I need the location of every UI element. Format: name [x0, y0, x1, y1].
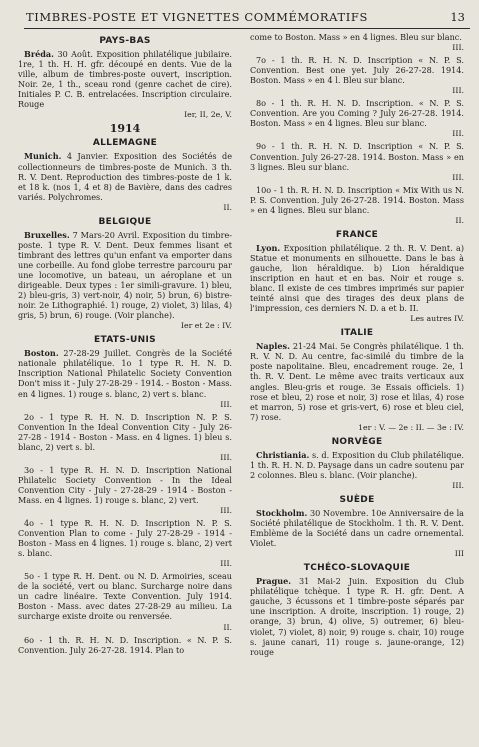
entry-text: 30 Novembre. 10e Anniversaire de la Société philatélique de Stockholm. 1 th. R. V. Dent. Emblème de la Société dans un cadre ornemental. Violet. — [250, 508, 464, 549]
rarity-note: II. — [223, 202, 232, 212]
rarity-note: III. — [220, 559, 232, 569]
entry-city: Bruxelles. — [24, 229, 70, 240]
entry-paragraph: 9o - 1 th. R. H. N. D. Inscription « N. P. S. Convention. July 26-27-28. 1914. Boston. Mass » en 3 lignes. Bleu sur blanc. — [250, 141, 464, 172]
section-title-italie: ITALIE — [340, 328, 374, 339]
rarity-note: III. — [220, 399, 232, 409]
entry-text: s. d. Exposition du Club philatélique. 1 th. R. H. N. D. Paysage dans un cadre soutenu par 2 colonnes. Bleu s. blanc. (Voir planche). — [250, 449, 464, 480]
entry-city: Naples. — [256, 341, 290, 352]
entry-city: Christiania. — [256, 449, 310, 460]
rarity-note: Ier et 2e : IV. — [180, 321, 232, 331]
entry-breda — [18, 49, 232, 109]
entry-city: Lyon. — [256, 242, 281, 253]
entry-city: Stockholm. — [256, 508, 308, 519]
entry-city: Bréda. — [24, 49, 54, 60]
entry-text: 21-24 Mai. 5e Congrès philatélique. 1 th. R. V. N. D. Au centre, fac-similé du timbre de la poste napolitaine. Bleu, encadrement rouge. 2e, 1 th. R. V. Dent. Le même avec traits verticaux aux angles. Bleu-gris et rouge. 3e Essais officiels. 1) rose et bleu, 2) rose et noir, 3) rose et lilas, 4) rose et marron, 5) rose et gris-vert, 6) rose et bleu ciel, 7) rose. — [250, 341, 464, 422]
entry-city: Boston. — [24, 348, 59, 359]
entry-christiania — [250, 450, 464, 480]
page-number: 13 — [450, 10, 465, 24]
section-title-allemagne: ALLEMAGNE — [92, 138, 158, 149]
page-header — [0, 6, 479, 28]
rarity-note: III. — [452, 480, 464, 490]
entry-text: 4 Janvier. Exposition des Sociétés de collectionneurs de timbres-poste de Munich. 3 th. R. V. Dent. Reproduction des timbres-poste de 1 k. et 18 k. (nos 1, 4 et 8) de Bavière, dans des cadres variés. Polychromes. — [18, 151, 232, 202]
entry-paragraph: 4o - 1 type R. H. N. D. Inscription N. P. S. Convention Plan to come - July 27-28-29 - 1914 - Boston - Mass en 4 lignes. 1) rouge s. blanc, 2) vert s. blanc. — [18, 518, 232, 559]
entry-paragraph: 7o - 1 th. R. H. N. D. Inscription « N. P. S. Convention. Best one yet. July 26-27-28. 1914. Boston. Mass » en 4 l. Bleu sur blanc. — [250, 55, 464, 86]
section-title-pays-bas: PAYS-BAS — [99, 36, 151, 46]
entry-paragraph: 8o - 1 th. R. H. N. D. Inscription. « N. P. S. Convention. Are you Coming ? July 26-27-28. 1914. Boston. Mass » en 4 lignes. Bleu sur blanc. — [250, 98, 464, 129]
rarity-note: Ier, II, 2e, V. — [184, 110, 232, 120]
section-title-suede: SUÈDE — [339, 494, 375, 505]
entry-paragraph: 2o - 1 type R. H. N. D. Inscription N. P. S. Convention In the Ideal Convention City - July 26-27-28 - 1914 - Boston - Mass. en 4 lignes. 1) bleu s. blanc, 2) vert s. bl. — [18, 411, 232, 452]
header-rule — [24, 28, 470, 29]
rarity-note: III. — [220, 452, 232, 462]
entry-lyon — [250, 243, 464, 313]
entry-boston — [18, 348, 232, 398]
entry-bruxelles — [18, 230, 232, 320]
rarity-note: II. — [223, 622, 232, 632]
entry-paragraph: 3o - 1 type R. H. N. D. Inscription National Philatelic Society Convention - In the Ideal Convention City - July - 27-28-29 - 1914 - Boston - Mass. en 4 lignes. 1) rouge s. blanc, 2) vert. — [18, 464, 232, 505]
entry-text: 31 Mai-2 Juin. Exposition du Club philatélique tchèque. 1 type R. H. gfr. Dent. A gauche, 3 écussons et 1 timbre-poste séparés par une inscription. A droite, inscription. 1) rouge, 2) orange, 3) brun, 4) olive, 5) outremer, 6) bleu-violet, 7) violet, 8) noir, 9) rouge s. chair, 10) rouge s. jaune canari, 11) rouge s. jaune-orange, 12) rouge — [250, 576, 464, 657]
rarity-note: II. — [455, 215, 464, 225]
rarity-note: III. — [452, 172, 464, 182]
section-title-tcheco-slovaquie: TCHÉCO-SLOVAQUIE — [303, 563, 411, 574]
entry-text: 30 Août. Exposition philatélique jubilaire. 1re, 1 th. H. H. gfr. découpé en dents. Vue de la ville, album de timbres-poste ouvert, inscription. Noir. 2e, 1 th., sceau rond (genre cachet de cire). Initiales P. C. B. entrelacées. Inscription circulaire. Rouge — [18, 49, 232, 110]
left-column — [18, 32, 232, 737]
entry-stockholm — [250, 508, 464, 548]
rarity-note: III — [454, 549, 464, 559]
right-column — [250, 32, 464, 737]
rarity-note: III. — [452, 86, 464, 96]
rarity-note: III. — [452, 129, 464, 139]
entry-naples — [250, 341, 464, 421]
section-title-belgique: BELGIQUE — [98, 216, 152, 227]
section-title-france: FRANCE — [335, 229, 379, 240]
entry-paragraph: 10o - 1 th. R. H. N. D. Inscription « Mix With us N. P. S. Convention. July 26-27-28. 1914. Boston. Mass » en 4 lignes. Bleu sur blanc. — [250, 184, 464, 215]
section-title-norvege: NORVÈGE — [331, 436, 383, 447]
rarity-note: III. — [220, 506, 232, 516]
entry-paragraph: 6o - 1 th. R. H. N. D. Inscription. « N. P. S. Convention. July 26-27-28. 1914. Plan to — [18, 634, 232, 655]
rarity-note: Les autres IV. — [410, 314, 464, 324]
running-title: TIMBRES-POSTE ET VIGNETTES COMMÉMORATIFS — [26, 10, 368, 24]
entry-prague — [250, 576, 464, 656]
year-heading: 1914 — [109, 122, 141, 136]
entry-city: Prague. — [256, 576, 292, 587]
section-title-etats-unis: ETATS-UNIS — [94, 335, 156, 346]
entry-munich — [18, 151, 232, 201]
entry-text: 7 Mars-20 Avril. Exposition du timbre-poste. 1 type R. V. Dent. Deux femmes lisant et timbrant des lettres qu'un enfant va emporter dans une corbeille. Au fond globe terrestre parcouru par une locomotive, un bateau, un aéroplane et un dirigeable. Deux types : 1er simili-gravure. 1) bleu, 2) bleu-gris, 3) vert-noir, 4) noir, 5) brun, 6) bistre-noir. 2e Lithographié. 1) rouge, 2) violet, 3) lilas, 4) gris, 5) brun, 6) rouge. (Voir planche). — [18, 229, 232, 321]
entry-text: 27-28-29 Juillet. Congrès de la Société nationale philatélique. 1o 1 type R. H. N. D. Inscription National Philatelic Society Convention Don't miss it - July 27-28-29 - 1914. - Boston - Mass. en 4 lignes. 1) rouge s. blanc, 2) vert s. blanc. — [18, 348, 232, 399]
rarity-note: 1er : V. — 2e : II. — 3e : IV. — [358, 422, 464, 432]
entry-continuation: come to Boston. Mass » en 4 lignes. Bleu sur blanc. — [250, 32, 462, 42]
entry-paragraph: 5o - 1 type R. H. Dent. ou N. D. Armoiries, sceau de la société, vert ou blanc. Surcharge noire dans un cadre linéaire. Texte Convention. July 1914. Boston - Mass. avec dates 27-28-29 au milieu. La surcharge existe droite ou renversée. — [18, 571, 232, 622]
rarity-note: III. — [452, 43, 464, 53]
entry-text: Exposition philatélique. 2 th. R. V. Dent. a) Statue et monuments en silhouette. Dans le bas à gauche, lion héraldique. b) Lion héraldique inscription en haut et en bas. Noir et rouge s. blanc. Il existe de ces timbres imprimés sur papier teinté ainsi que des tirages des deux plans de l'impression, ces derniers N. D. a et b. II. — [250, 242, 464, 314]
entry-city: Munich. — [24, 151, 62, 162]
